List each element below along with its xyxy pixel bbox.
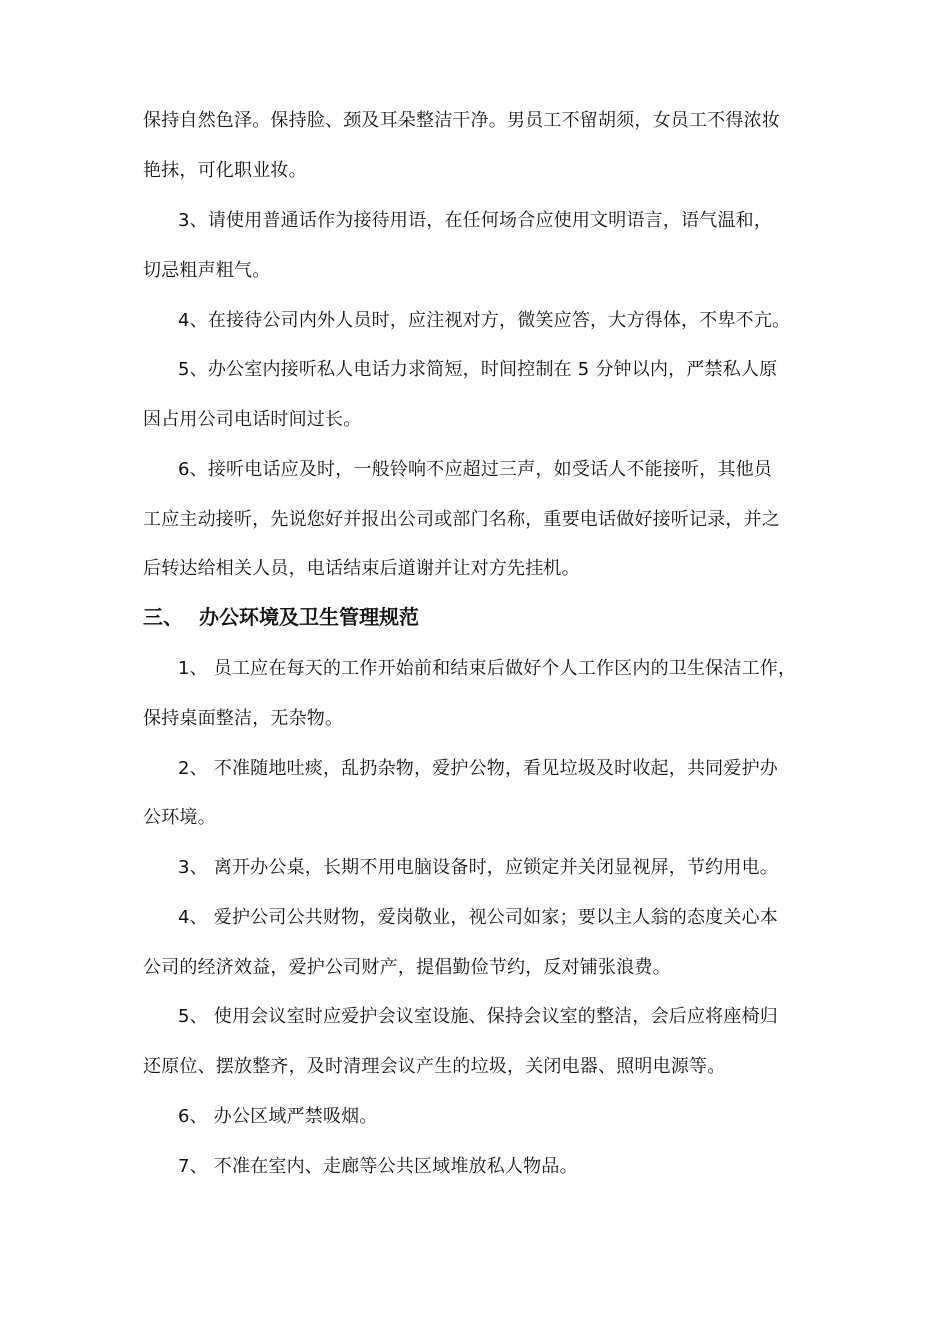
paragraph-line: 因占用公司电话时间过长。 [143, 409, 362, 430]
paragraph-line: 1、 员工应在每天的工作开始前和结束后做好个人工作区内的卫生保洁工作， [178, 658, 797, 679]
paragraph-line: 公司的经济效益，爱护公司财产，提倡勤俭节约，反对铺张浪费。 [143, 957, 671, 978]
paragraph-line: 公环境。 [143, 807, 216, 828]
paragraph-line: 6、 办公区域严禁吸烟。 [178, 1106, 378, 1127]
paragraph-line: 保持自然色泽。保持脸、颈及耳朵整洁干净。男员工不留胡须，女员工不得浓妆 [143, 110, 780, 131]
paragraph-line: 保持桌面整洁，无杂物。 [143, 708, 344, 729]
paragraph-line: 2、 不准随地吐痰，乱扔杂物，爱护公物，看见垃圾及时收起，共同爱护办 [178, 758, 778, 779]
section-number: 三、 [143, 605, 183, 629]
section-heading [143, 604, 419, 630]
paragraph-line: 7、 不准在室内、走廊等公共区域堆放私人物品。 [178, 1156, 578, 1177]
paragraph-line: 4、在接待公司内外人员时，应注视对方，微笑应答，大方得体，不卑不亢。 [178, 310, 791, 331]
paragraph-line: 工应主动接听，先说您好并报出公司或部门名称，重要电话做好接听记录，并之 [143, 509, 780, 530]
paragraph-line: 艳抹，可化职业妆。 [143, 160, 307, 181]
paragraph-line: 切忌粗声粗气。 [143, 260, 271, 281]
paragraph-line: 5、 使用会议室时应爱护会议室设施、保持会议室的整洁，会后应将座椅归 [178, 1006, 778, 1027]
paragraph-line: 6、接听电话应及时，一般铃响不应超过三声，如受话人不能接听，其他员 [178, 459, 773, 480]
paragraph-line: 3、 离开办公桌，长期不用电脑设备时，应锁定并关闭显视屏，节约用电。 [178, 857, 778, 878]
section-title: 办公环境及卫生管理规范 [199, 605, 419, 629]
paragraph-line: 4、 爱护公司公共财物，爱岗敬业，视公司如家；要以主人翁的态度关心本 [178, 907, 778, 928]
paragraph-line: 3、请使用普通话作为接待用语，在任何场合应使用文明语言，语气温和， [178, 210, 773, 231]
paragraph-line: 后转达给相关人员，电话结束后道谢并让对方先挂机。 [143, 558, 580, 579]
paragraph-line: 5、办公室内接听私人电话力求简短，时间控制在 5 分钟以内，严禁私人原 [178, 359, 778, 380]
paragraph-line: 还原位、摆放整齐，及时清理会议产生的垃圾，关闭电器、照明电源等。 [143, 1056, 726, 1077]
